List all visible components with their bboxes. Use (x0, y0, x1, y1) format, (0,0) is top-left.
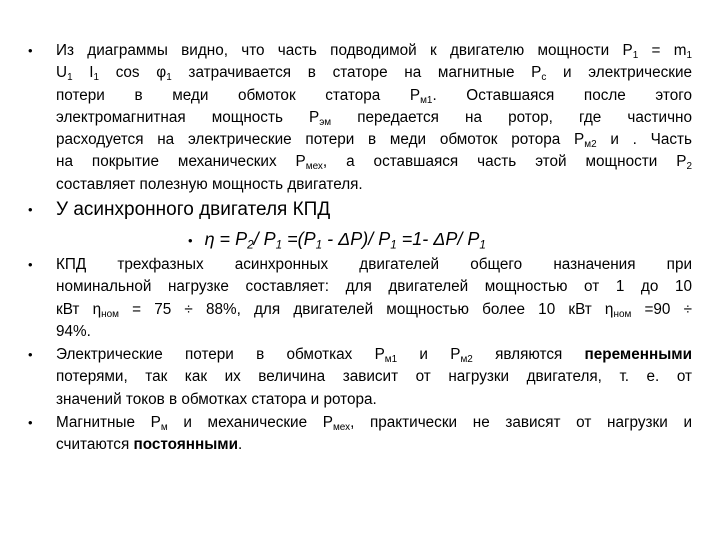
bullet-icon: • (28, 415, 33, 430)
paragraph-efficiency-values (28, 254, 692, 343)
paragraph-constant-losses (28, 412, 692, 457)
formula-text: $\eta = P_2/$ $P_1 =(P_1 - \Delta P)/$ $P_1 =1-$ ΔP/ $P_1$ (204, 229, 486, 252)
emphasis-text: постоянными (133, 436, 239, 454)
subscript: мех (305, 161, 323, 173)
text-line: потерями, так как их величина зависит от нагрузки двигателя, т. е. от (56, 368, 692, 386)
text-line: Электрические потери в обмотках $P_{м1}$ и $P_{м2}$ являются переменными (56, 346, 693, 365)
bullet-icon: • (188, 233, 193, 248)
text-line: считаются постоянными. (56, 436, 243, 454)
subscript: 1 (686, 49, 692, 61)
subscript: эм (319, 116, 332, 128)
text-line: электромагнитная мощность $P_{эм}$ передается на ротор, где частично (56, 108, 692, 128)
emphasis-text: переменными (584, 346, 693, 363)
text-line: составляет полезную мощность двигателя. (56, 175, 363, 193)
subscript: 2 (247, 238, 254, 252)
bullet-icon: • (28, 347, 33, 362)
paragraph-efficiency-heading (28, 198, 692, 222)
bullet-icon: • (28, 202, 33, 217)
subscript: м1 (420, 94, 433, 106)
text-line: потери в меди обмоток статора $P_{м1}$. Оставшаяся после этого (56, 86, 692, 106)
efficiency-formula (188, 229, 486, 250)
subscript: 1 (390, 238, 397, 252)
subscript: 1 (479, 238, 486, 252)
subscript: м2 (460, 353, 473, 365)
text-line: Из диаграммы видно, что часть подводимой к двигателю мощности $P_1 = m_1$ (56, 42, 692, 61)
subscript: ном (613, 308, 632, 320)
text-line: Магнитные $P_м$ и механические $P_{мех}$, практически не зависят от нагрузки и (56, 414, 692, 433)
subscript: 2 (686, 161, 692, 173)
text-line: 94%. (56, 322, 91, 340)
subscript: 1 (67, 72, 73, 84)
bullet-icon: • (28, 257, 33, 272)
subscript: 1 (315, 238, 323, 252)
subscript: м1 (384, 353, 398, 365)
bullet-icon: • (28, 43, 33, 58)
subscript: 1 (275, 238, 283, 252)
subscript: м2 (584, 139, 597, 151)
text-line: номинальной нагрузке составляет: для двигателей мощностью от 1 до 10 (56, 278, 692, 296)
paragraph-variable-losses (28, 344, 693, 411)
text-line: КПД трехфазных асинхронных двигателей общего назначения при (56, 256, 692, 273)
subscript: мех (332, 421, 351, 433)
subscript: 1 (93, 72, 100, 84)
subscript: c (541, 72, 547, 84)
subscript: 1 (632, 49, 639, 61)
text-line: значений токов в обмотках статора и ротора. (56, 390, 377, 408)
subscript: ном (101, 308, 119, 320)
text-line: У асинхронного двигателя КПД (56, 199, 331, 220)
text-line: на покрытие механических $P_{мех}$, а оставшаяся часть этой мощности $P_2$ (56, 153, 692, 173)
text-line: $U_1$ $I_1$ $\cos \varphi_1$ затрачивается в статоре на магнитные $P_c$ и электрические (56, 64, 692, 84)
text-line: кВт $\eta_{ном} = 75 \div 88\%$, для двигателей мощностью более 10 кВт $\eta_{ном} =90$ ÷ (56, 300, 692, 320)
subscript: 1 (166, 72, 172, 84)
paragraph-power-flow (28, 40, 692, 196)
text-line: расходуется на электрические потери в меди обмоток ротора $P_{м2}$ и . Часть (56, 131, 692, 151)
subscript: м (160, 421, 168, 433)
